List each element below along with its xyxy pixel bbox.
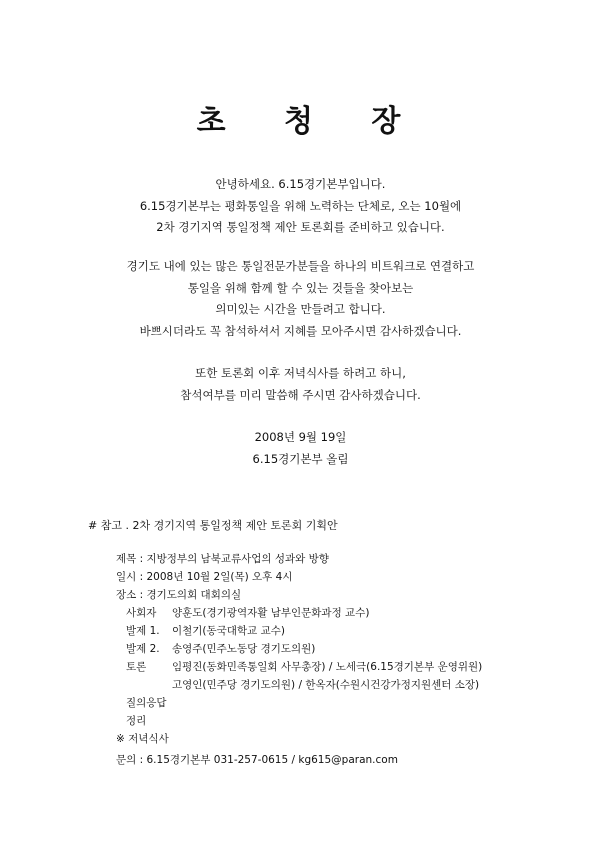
presenter1-label: 발제 1. <box>126 625 160 637</box>
contact-line: 문의 : 6.15경기본부 031-257-0615 / kg615@paran.com <box>116 754 398 766</box>
greeting-line: 안녕하세요. 6.15경기본부입니다. <box>215 177 386 191</box>
dinner-line: 또한 토론회 이후 저녁식사를 하려고 하니, <box>195 366 406 380</box>
discussants-line-2: 고영인(민주당 경기도의원) / 한옥자(수원시건강가정지원센터 소장) <box>172 679 480 691</box>
topic-line: 제목 : 지방정부의 남북교류사업의 성과와 방향 <box>116 553 329 565</box>
dinner-note: ※ 저녁식사 <box>116 733 169 745</box>
reference-heading: # 참고 . 2차 경기지역 통일정책 제안 토론회 기획안 <box>88 519 338 532</box>
signature-sender: 6.15경기본부 올림 <box>252 451 349 466</box>
invitation-title: 초 청 장 <box>196 104 405 139</box>
presenter2-value: 송영주(민주노동당 경기도의원) <box>172 643 316 655</box>
discussants-line-1: 임평진(동화민족통일회 사무총장) / 노세극(6.15경기본부 운영위원) <box>172 661 483 673</box>
moderator-value: 양훈도(경기광역자활 남부인문화과정 교수) <box>172 607 370 619</box>
purpose-line: 경기도 내에 있는 많은 통일전문가분들을 하나의 비트워크로 연결하고 <box>126 259 475 273</box>
moderator-label: 사회자 <box>126 607 157 619</box>
discussion-label: 토론 <box>126 661 147 673</box>
dinner-line: 참석여부를 미리 말씀해 주시면 감사하겠습니다. <box>180 387 421 402</box>
greeting-line: 6.15경기본부는 평화통일을 위해 노력하는 단체로, 오는 10월에 <box>139 198 462 213</box>
signature-date: 2008년 9월 19일 <box>254 430 347 444</box>
purpose-line: 통일을 위해 함께 할 수 있는 것들을 찾아보는 <box>187 280 414 295</box>
purpose-line: 의미있는 시간을 만들려고 합니다. <box>215 302 386 316</box>
reference-details <box>116 0 586 850</box>
presenter1-value: 이철기(동국대학교 교수) <box>172 625 285 637</box>
purpose-line: 바쁘시더라도 꼭 참석하셔서 지혜를 모아주시면 감사하겠습니다. <box>139 323 462 338</box>
wrapup-line: 정리 <box>126 715 147 727</box>
qa-line: 질의응답 <box>126 697 167 709</box>
venue-line: 장소 : 경기도의회 대회의실 <box>116 589 242 601</box>
greeting-line: 2차 경기지역 통일정책 제안 토론회를 준비하고 있습니다. <box>156 220 445 234</box>
datetime-line: 일시 : 2008년 10월 2일(목) 오후 4시 <box>116 571 293 583</box>
presenter2-label: 발제 2. <box>126 643 160 655</box>
